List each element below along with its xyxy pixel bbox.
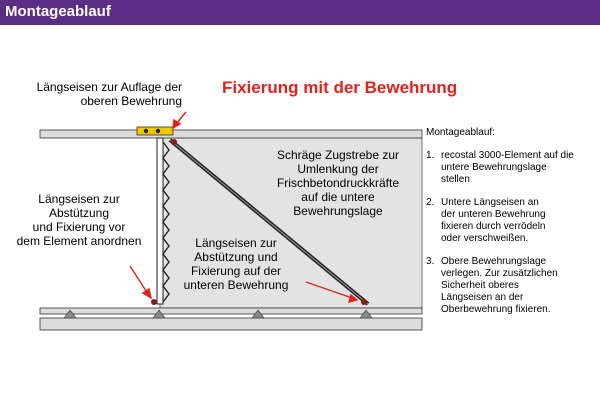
arrow-left-bar bbox=[130, 266, 151, 298]
label-line: Bewehrungslage bbox=[293, 204, 383, 218]
label-line: Umlenkung der bbox=[297, 162, 379, 176]
fixing-point bbox=[151, 299, 157, 305]
steps-list bbox=[426, 150, 598, 327]
step-item bbox=[426, 150, 598, 186]
label-line: dem Element anordnen bbox=[16, 234, 142, 248]
label-upper-bar bbox=[18, 80, 182, 108]
step-number: 2. bbox=[426, 197, 435, 208]
base-slab bbox=[40, 318, 422, 330]
label-line: Fixierung auf der bbox=[190, 264, 282, 278]
label-lower-bar bbox=[166, 236, 306, 292]
label-line: Abstützung bbox=[48, 206, 110, 220]
step-number: 1. bbox=[426, 150, 435, 161]
step-line: stellen bbox=[441, 174, 470, 185]
upper-slab bbox=[40, 130, 422, 138]
label-line: Schräge Zugstrebe zur bbox=[276, 148, 400, 162]
step-line: Sicherheit oberes bbox=[441, 280, 519, 291]
step-line: oder verschweißen. bbox=[441, 233, 529, 244]
step-line: recostal 3000-Element auf die bbox=[441, 150, 574, 161]
step-line: verlegen. Zur zusätzlichen bbox=[441, 268, 558, 279]
step-number: 3. bbox=[426, 256, 435, 267]
fixing-point bbox=[171, 139, 177, 145]
label-line: Längseisen zur bbox=[38, 192, 120, 206]
step-line: Längseisen an der bbox=[441, 292, 524, 303]
label-left-bar bbox=[4, 192, 154, 248]
headline: Fixierung mit der Bewehrung bbox=[222, 78, 458, 97]
step-line: untere Bewehrungslage bbox=[441, 162, 547, 173]
step-line: Obere Bewehrungslage bbox=[441, 256, 547, 267]
label-line: Frischbetondruckkräfte bbox=[276, 176, 400, 190]
steps-title: Montageablauf: bbox=[426, 127, 495, 138]
step-line: Oberbewehrung fixieren. bbox=[441, 304, 551, 315]
label-line: oberen Bewehrung bbox=[80, 94, 182, 108]
element-web bbox=[157, 138, 163, 304]
step-line: der unteren Bewehrung bbox=[441, 209, 546, 220]
step-line: Untere Längseisen an bbox=[441, 197, 539, 208]
label-line: Längseisen zur bbox=[195, 236, 277, 250]
label-line: unteren Bewehrung bbox=[183, 278, 289, 292]
label-line: und Fixierung vor bbox=[32, 220, 126, 234]
bar-section bbox=[156, 129, 160, 133]
bar-section bbox=[144, 129, 148, 133]
label-line: auf die untere bbox=[301, 190, 375, 204]
label-diagonal bbox=[258, 148, 418, 218]
label-line: Längseisen zur Auflage der bbox=[36, 80, 182, 94]
arrow-upper-bar bbox=[173, 112, 186, 128]
step-item bbox=[426, 256, 598, 316]
step-line: fixieren durch verrödeln bbox=[441, 221, 546, 232]
label-line: Abstützung und bbox=[194, 250, 278, 264]
step-item bbox=[426, 197, 598, 245]
upper-bar-marker bbox=[137, 127, 173, 135]
fixing-point bbox=[361, 299, 367, 305]
page-title: Montageablauf bbox=[5, 3, 111, 20]
